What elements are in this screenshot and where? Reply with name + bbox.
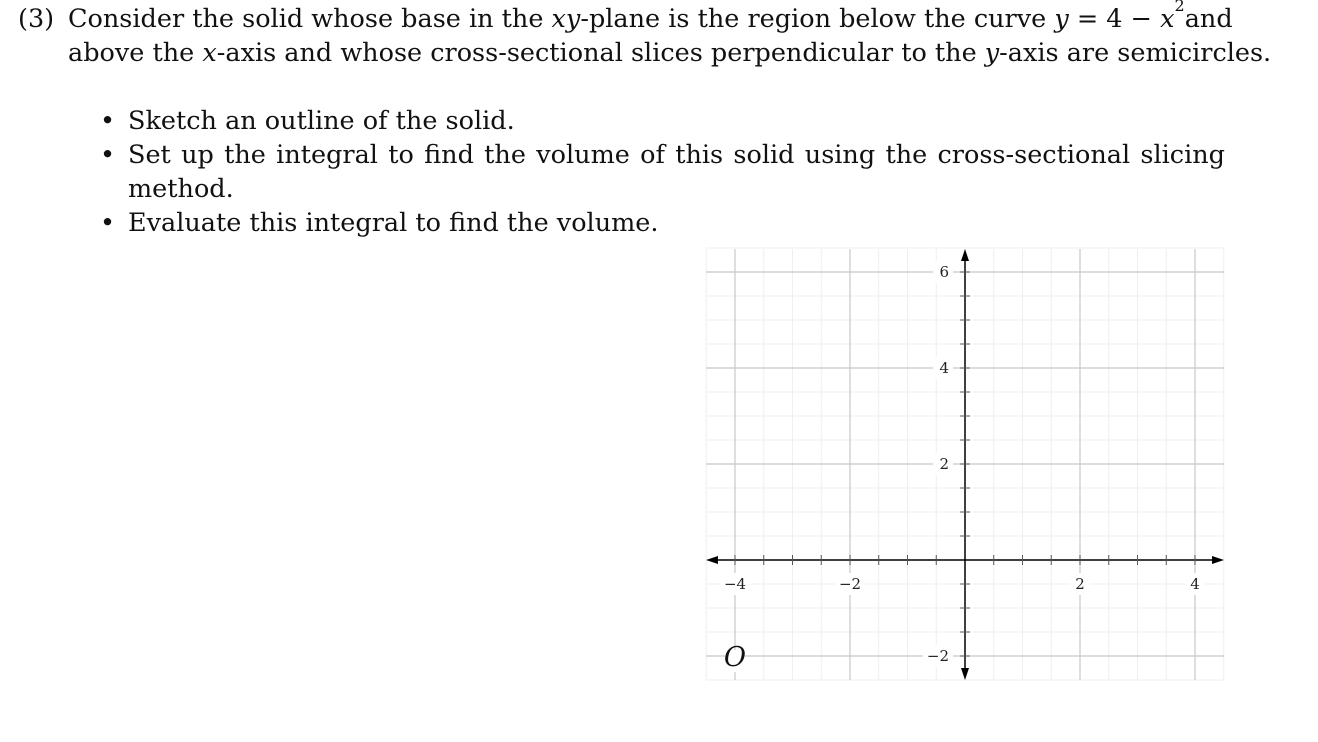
arrow-left-icon: [706, 556, 718, 564]
task-text: Sketch an outline of the solid.: [128, 106, 515, 136]
math-y: y: [1054, 4, 1069, 34]
math-equals-four-minus: = 4 −: [1068, 4, 1161, 34]
y-tick-label: 6: [939, 263, 949, 281]
text-segment: above the: [68, 38, 203, 68]
x-tick-label: −4: [723, 575, 747, 593]
y-tick-label: −2: [926, 647, 949, 665]
math-xy: xy: [551, 4, 581, 34]
y-tick-label: 2: [939, 455, 949, 473]
arrow-down-icon: [961, 668, 969, 680]
x-tick-label: 4: [1190, 575, 1200, 593]
text-segment: -plane is the region below the curve: [580, 4, 1055, 34]
y-tick-label: 4: [939, 359, 949, 377]
task-text: Evaluate this integral to find the volume.: [128, 208, 659, 238]
text-segment: -axis and whose cross-sectional slices perpendicular to the: [216, 38, 985, 68]
math-y: y: [984, 38, 1000, 68]
arrow-up-icon: [961, 249, 969, 261]
x-tick-label: 2: [1075, 575, 1085, 593]
text-segment: Consider the solid whose base in the: [68, 4, 552, 34]
task-text: Set up the integral to find the volume of this solid using the cross-sectional slicing method.: [128, 140, 1225, 204]
text-segment: and: [1184, 4, 1233, 34]
bullet-icon: •: [100, 106, 116, 136]
math-x: x: [202, 38, 217, 68]
x-tick-label: −2: [838, 575, 862, 593]
origin-label: O: [723, 642, 747, 673]
bullet-icon: •: [100, 140, 116, 170]
text-segment: -axis are semicircles.: [999, 38, 1272, 68]
problem-number: (3): [18, 4, 55, 34]
bullet-icon: •: [100, 208, 116, 238]
math-exponent: 2: [1174, 0, 1185, 15]
math-x: x: [1160, 4, 1175, 34]
arrow-right-icon: [1212, 556, 1224, 564]
